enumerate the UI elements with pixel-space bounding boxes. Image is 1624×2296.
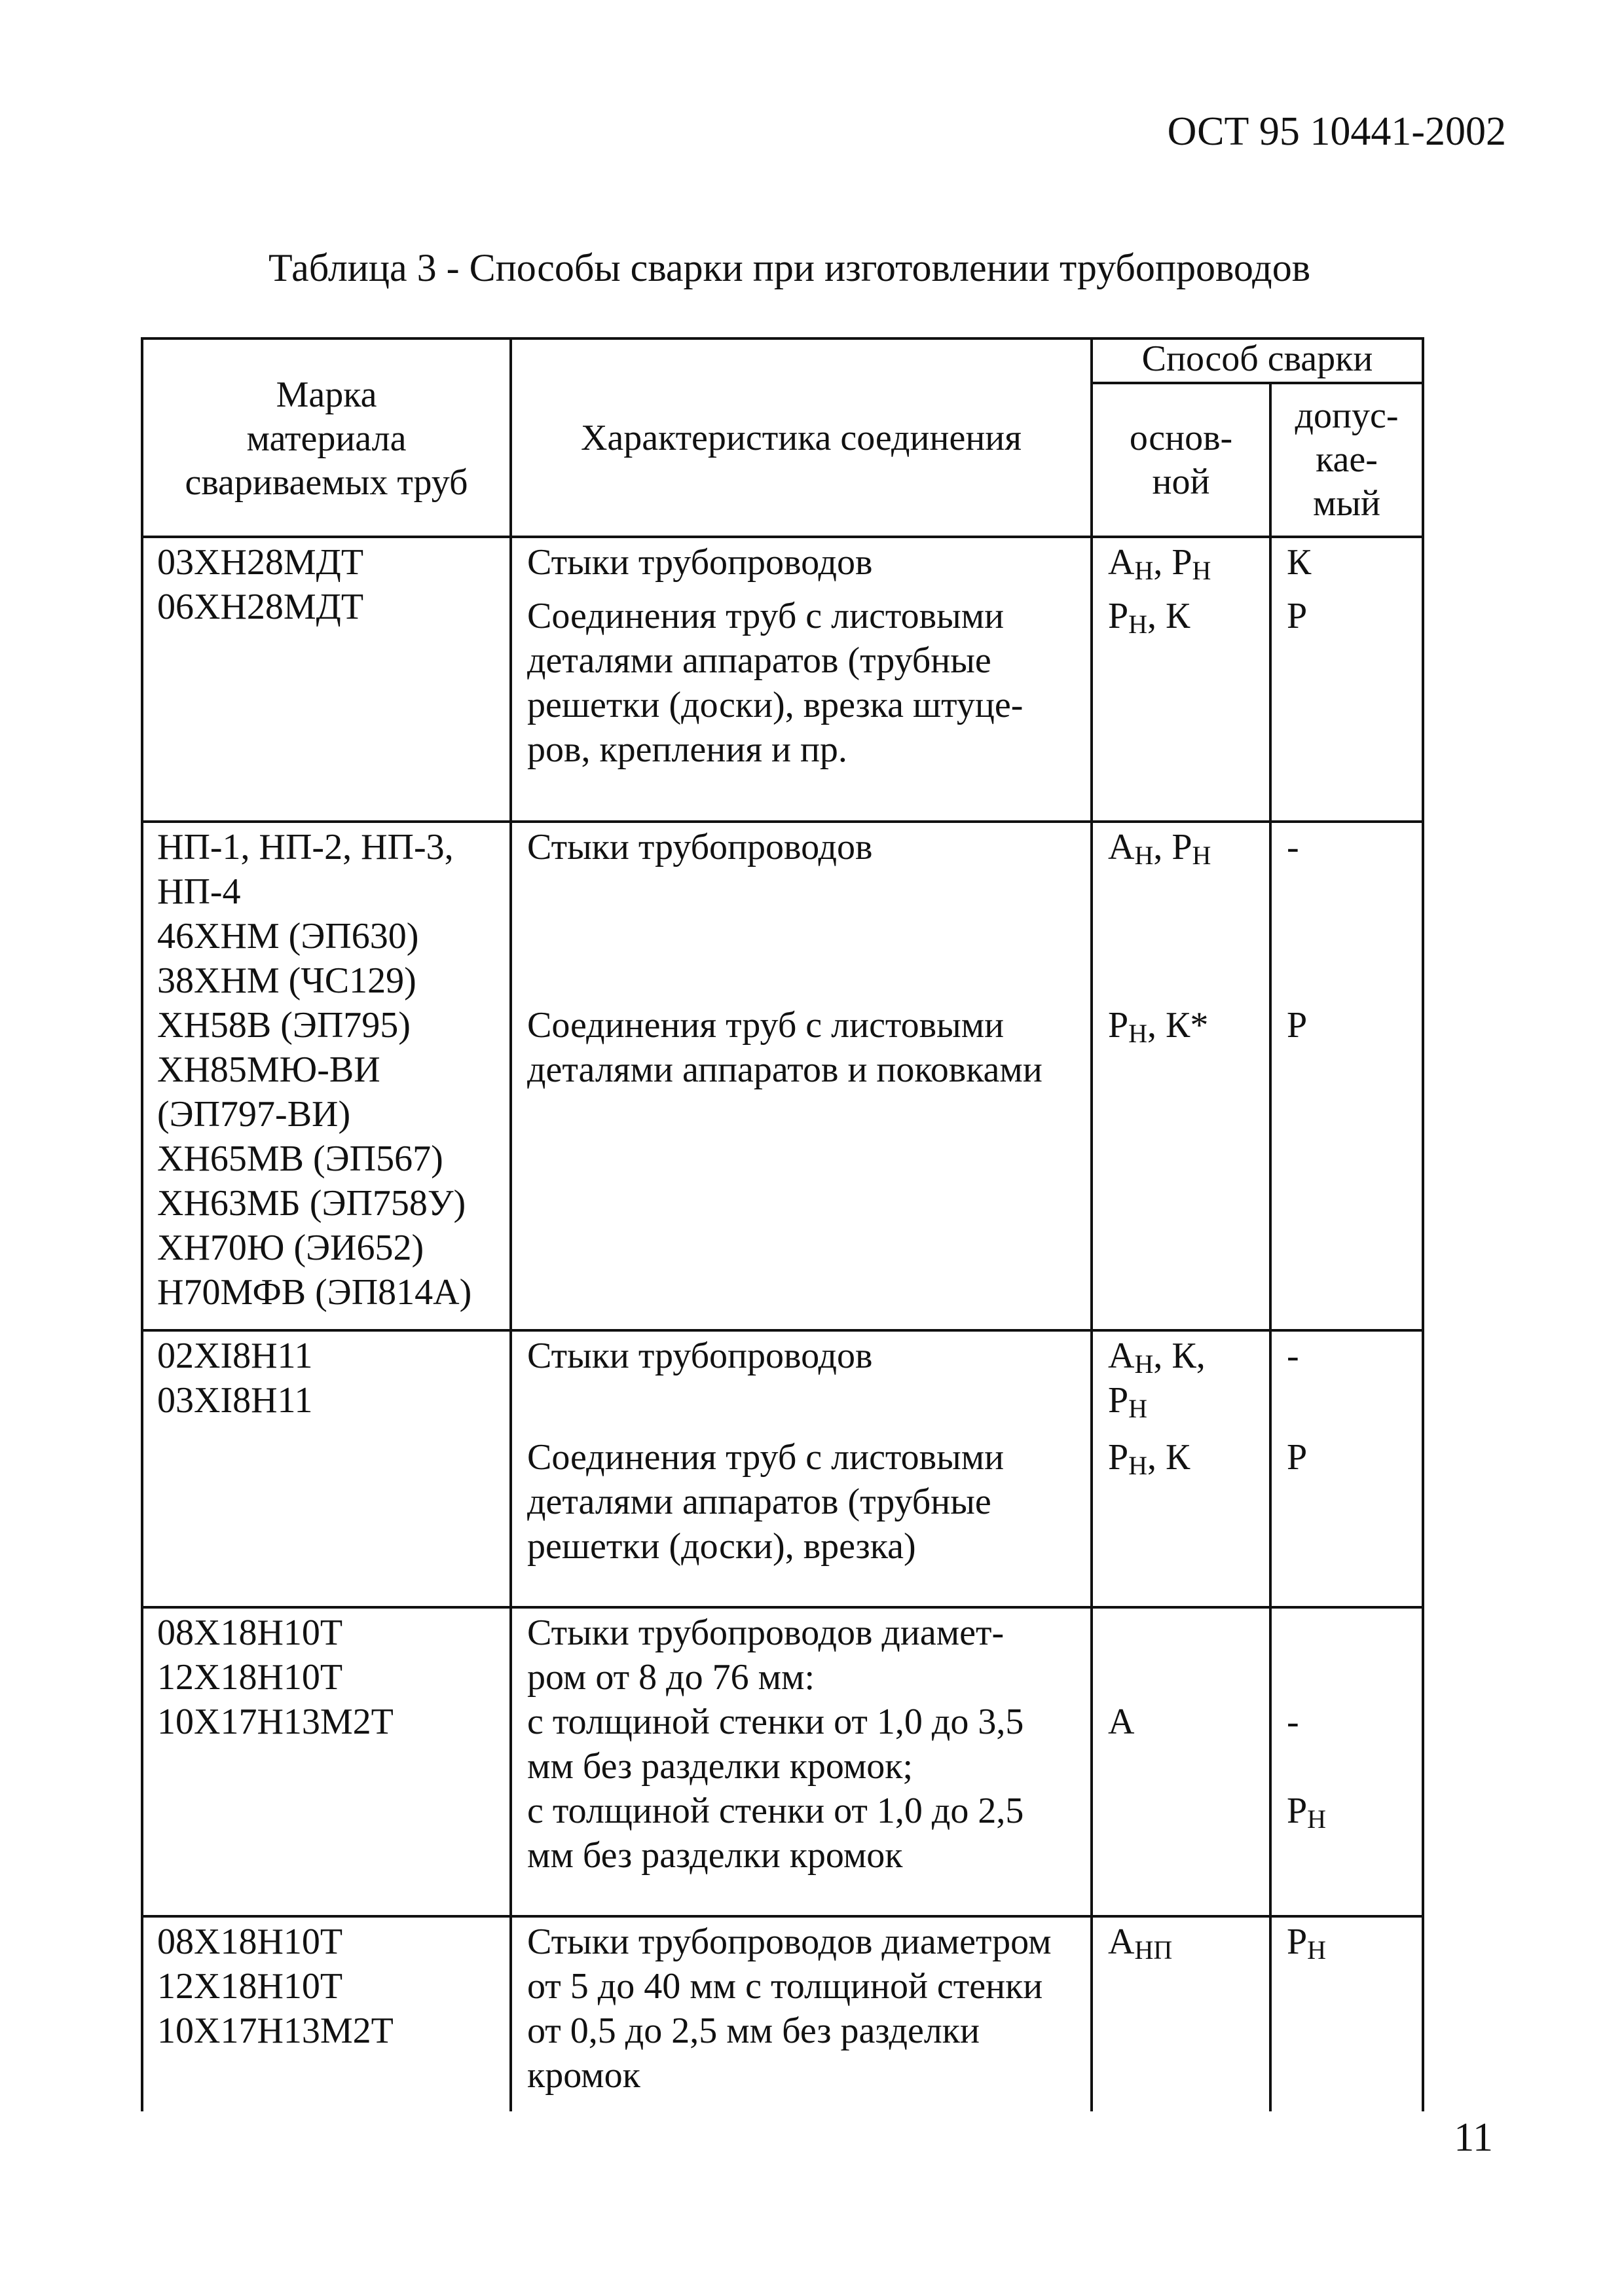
- group-5-allowed: [1287, 1920, 1418, 1964]
- allowed-method: Р: [1287, 1005, 1308, 1046]
- material-name: 46ХНМ (ЭП630): [157, 916, 419, 957]
- method-header-divider: [1090, 382, 1424, 384]
- material-name: 12Х18Н10Т: [157, 1966, 343, 2007]
- group-4-characteristic: [527, 1611, 1074, 1878]
- group-2-allowed: [1287, 825, 1418, 869]
- header-allowed-line-3: мый: [1312, 483, 1381, 524]
- group-4-materials: [157, 1611, 504, 1744]
- allowed-method: Р: [1287, 596, 1308, 636]
- material-name: 10Х17Н13М2Т: [157, 1702, 394, 1742]
- material-name: 02XI8H11: [157, 1336, 313, 1376]
- group-4-bottom-border: [141, 1915, 1424, 1918]
- allowed-method: $Р_Н$: [1287, 1922, 1327, 1965]
- group-3-materials: [157, 1334, 504, 1423]
- group-2-characteristic-2: [527, 1003, 1074, 1092]
- allowed-method: -: [1287, 1336, 1299, 1376]
- allowed-method: -: [1287, 827, 1299, 867]
- material-name: ХН85МЮ-ВИ: [157, 1049, 380, 1090]
- material-name: (ЭП797-ВИ): [157, 1094, 351, 1135]
- header-characteristic: Характеристика соединения: [580, 418, 1022, 458]
- table-right-border: [1422, 337, 1424, 2111]
- characteristic-text: Соединения труб с листовыми деталями аппаратов (трубные решетки (доски), врезка): [527, 1437, 1005, 1567]
- main-method-column-divider: [1269, 382, 1272, 2111]
- characteristic-text: с толщиной стенки от 1,0 до 3,5 мм без разделки кромок;: [527, 1702, 1024, 1787]
- header-method-group: Способ сварки: [1141, 338, 1373, 379]
- page-number: 11: [1454, 2115, 1493, 2160]
- allowed-method: Р: [1287, 1437, 1308, 1478]
- allowed-method: $Р_Н$: [1287, 1791, 1327, 1834]
- material-column-divider: [509, 337, 512, 2111]
- group-4-allowed: [1287, 1700, 1418, 1744]
- allowed-method: К: [1287, 542, 1312, 583]
- group-3-characteristic: [527, 1334, 1074, 1378]
- characteristic-column-divider: [1090, 337, 1093, 2111]
- header-allowed-line-2: кае-: [1316, 439, 1378, 480]
- document-code: ОСТ 95 10441-2002: [1167, 109, 1506, 154]
- main-method: $А_Н$, $Р_Н$: [1108, 542, 1211, 585]
- main-method: $Р_Н$, К*: [1108, 1005, 1209, 1048]
- material-name: 08Х18Н10Т: [157, 1922, 343, 1962]
- group-1-materials: [157, 540, 504, 629]
- group-3-main: [1108, 1334, 1265, 1423]
- characteristic-text: Стыки трубопроводов диаметром от 5 до 40 мм с толщиной стенки от 0,5 до 2,5 мм без разделки кромок: [527, 1922, 1052, 2096]
- group-1-bottom-border: [141, 820, 1424, 823]
- group-4-allowed-2: [1287, 1789, 1418, 1833]
- characteristic-text: Стыки трубопроводов: [527, 827, 873, 867]
- characteristic-text: Соединения труб с листовыми деталями аппаратов и поковками: [527, 1005, 1043, 1090]
- group-2-main: [1108, 825, 1265, 869]
- group-3-characteristic-2: [527, 1435, 1074, 1569]
- allowed-method: -: [1287, 1702, 1299, 1742]
- header-allowed-line-1: допус-: [1295, 395, 1399, 436]
- main-method: $Р_Н$, К: [1108, 596, 1190, 639]
- material-name: 03XI8H11: [157, 1380, 313, 1421]
- group-5-characteristic: [527, 1920, 1074, 2098]
- group-3-allowed-2: [1287, 1435, 1418, 1480]
- material-name: ХН65МВ (ЭП567): [157, 1139, 443, 1179]
- characteristic-text: Соединения труб с листовыми деталями аппаратов (трубные решетки (доски), врезка штуце- ров, крепления и пр.: [527, 596, 1024, 770]
- header-main-line-1: основ-: [1129, 418, 1233, 458]
- header-material-line-2: материала: [246, 418, 407, 459]
- material-name: 03ХН28МДТ: [157, 542, 364, 583]
- group-2-allowed-2: [1287, 1003, 1418, 1048]
- group-5-main: [1108, 1920, 1265, 1964]
- header-material: [143, 373, 509, 505]
- main-method: $А_{НП}$: [1108, 1922, 1173, 1965]
- material-name: 38ХНМ (ЧС129): [157, 960, 416, 1001]
- group-3-allowed: [1287, 1334, 1418, 1378]
- material-name: НП-1, НП-2, НП-3,: [157, 827, 454, 867]
- header-bottom-border: [141, 536, 1424, 538]
- material-name: ХН63МБ (ЭП758У): [157, 1183, 466, 1224]
- characteristic-text: Стыки трубопроводов: [527, 1336, 873, 1376]
- group-2-bottom-border: [141, 1329, 1424, 1332]
- header-main: [1093, 416, 1269, 504]
- table-title: Таблица 3 - Способы сварки при изготовлении трубопроводов: [268, 246, 1311, 289]
- characteristic-text: Стыки трубопроводов: [527, 542, 873, 583]
- group-2-main-2: [1108, 1003, 1265, 1048]
- group-4-main: [1108, 1700, 1265, 1744]
- header-material-line-3: свариваемых труб: [185, 462, 468, 503]
- main-method: $Р_Н$, К: [1108, 1437, 1190, 1480]
- header-main-line-2: ной: [1152, 462, 1210, 502]
- header-allowed: [1272, 394, 1422, 526]
- group-3-main-2: [1108, 1435, 1265, 1480]
- material-name: ХН70Ю (ЭИ652): [157, 1228, 424, 1268]
- table-left-border: [141, 337, 143, 2111]
- material-name: НП-4: [157, 871, 241, 912]
- main-method: А: [1108, 1702, 1135, 1742]
- material-name: Н70МФВ (ЭП814А): [157, 1272, 472, 1313]
- group-1-allowed: [1287, 540, 1418, 638]
- group-1-characteristic: [527, 540, 1074, 772]
- material-name: 12Х18Н10Т: [157, 1657, 343, 1698]
- material-name: ХН58В (ЭП795): [157, 1005, 411, 1046]
- group-5-materials: [157, 1920, 504, 2053]
- characteristic-text: Стыки трубопроводов диамет- ром от 8 до 76 мм:: [527, 1613, 1005, 1698]
- group-2-characteristic: [527, 825, 1074, 869]
- main-method: $А_Н$, $Р_Н$: [1108, 827, 1211, 870]
- group-3-bottom-border: [141, 1606, 1424, 1609]
- main-method: $А_Н$, К, $Р_Н$: [1108, 1336, 1206, 1423]
- material-name: 08Х18Н10Т: [157, 1613, 343, 1653]
- material-name: 06ХН28МДТ: [157, 587, 364, 627]
- characteristic-text: с толщиной стенки от 1,0 до 2,5 мм без разделки кромок: [527, 1791, 1024, 1876]
- group-1-main: [1108, 540, 1265, 638]
- material-name: 10Х17Н13М2Т: [157, 2011, 394, 2051]
- header-material-line-1: Марка: [276, 374, 377, 415]
- group-2-materials: [157, 825, 504, 1315]
